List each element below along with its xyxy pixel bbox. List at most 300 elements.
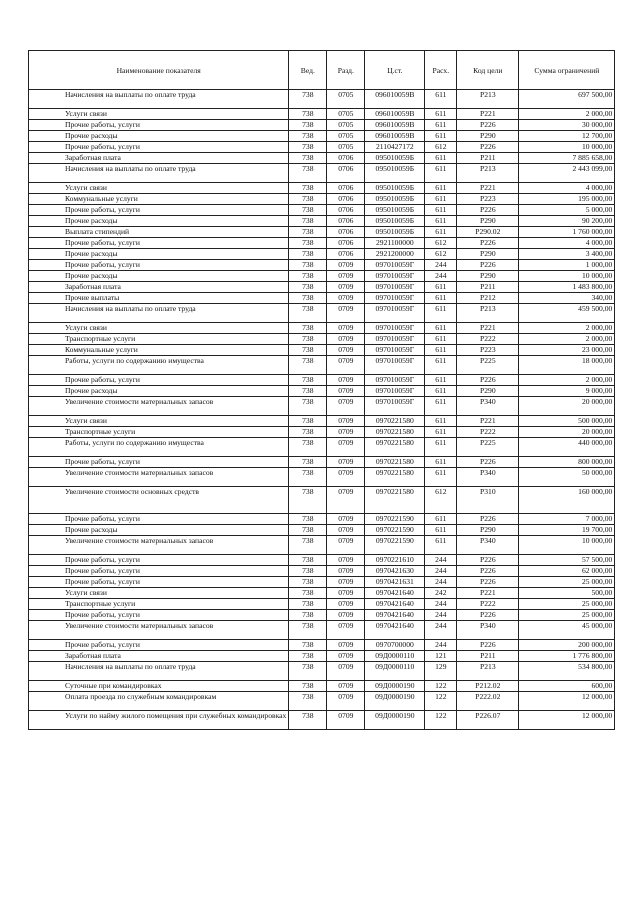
department-cell: 738 (289, 640, 327, 651)
indicator-name-text: Прочие расходы (65, 131, 118, 140)
target-article-cell: 095010059Б (365, 205, 425, 216)
section-cell: 0706 (327, 216, 365, 227)
department-cell: 738 (289, 334, 327, 345)
indicator-name-text: Прочие выплаты (65, 293, 120, 302)
department-cell: 738 (289, 536, 327, 555)
purpose-code-cell: Р226 (457, 205, 519, 216)
target-article-cell: 0970421640 (365, 610, 425, 621)
department-cell: 738 (289, 205, 327, 216)
limit-sum-cell: 12 000,00 (519, 711, 615, 730)
department-cell: 738 (289, 304, 327, 323)
purpose-code-cell: Р212.02 (457, 681, 519, 692)
target-article-cell: 0970700000 (365, 640, 425, 651)
target-article-cell: 0970421640 (365, 599, 425, 610)
limit-sum-cell: 1 760 000,00 (519, 227, 615, 238)
department-cell: 738 (289, 375, 327, 386)
indicator-name-text: Увеличение стоимости основных средств (65, 487, 200, 496)
target-article-cell: 097010059Г (365, 356, 425, 375)
indicator-name-cell (29, 468, 289, 487)
indicator-name-cell (29, 153, 289, 164)
indicator-name-text: Прочие работы, услуги (65, 375, 140, 384)
department-cell: 738 (289, 681, 327, 692)
section-cell: 0709 (327, 599, 365, 610)
table-row (29, 142, 615, 153)
target-article-cell: 0970221590 (365, 536, 425, 555)
expense-type-cell: 611 (425, 120, 457, 131)
section-cell: 0709 (327, 293, 365, 304)
indicator-name-cell (29, 651, 289, 662)
expense-type-cell: 611 (425, 457, 457, 468)
limit-sum-cell: 1 776 800,00 (519, 651, 615, 662)
limit-sum-cell: 20 000,00 (519, 427, 615, 438)
section-cell: 0706 (327, 164, 365, 183)
section-cell: 0709 (327, 662, 365, 681)
table-row (29, 599, 615, 610)
expense-type-cell: 611 (425, 90, 457, 109)
department-cell: 738 (289, 692, 327, 711)
section-cell: 0709 (327, 536, 365, 555)
indicator-name-cell (29, 536, 289, 555)
purpose-code-cell: Р226 (457, 640, 519, 651)
purpose-code-cell: Р213 (457, 164, 519, 183)
table-row (29, 662, 615, 681)
expense-type-cell: 244 (425, 599, 457, 610)
table-row (29, 304, 615, 323)
indicator-name-cell (29, 142, 289, 153)
target-article-cell: 097010059Г (365, 323, 425, 334)
indicator-name-cell (29, 282, 289, 293)
section-cell: 0705 (327, 90, 365, 109)
indicator-name-text: Прочие работы, услуги (65, 120, 140, 129)
section-cell: 0706 (327, 238, 365, 249)
limit-sum-cell: 18 000,00 (519, 356, 615, 375)
target-article-cell: 2921100000 (365, 238, 425, 249)
target-article-cell: 097010059Г (365, 304, 425, 323)
indicator-name-cell (29, 323, 289, 334)
target-article-cell: 096010059В (365, 120, 425, 131)
section-cell: 0706 (327, 205, 365, 216)
budget-limits-table (28, 50, 615, 730)
limit-sum-cell: 600,00 (519, 681, 615, 692)
indicator-name-cell (29, 249, 289, 260)
indicator-name-text: Прочие расходы (65, 216, 118, 225)
section-cell: 0705 (327, 142, 365, 153)
table-row (29, 109, 615, 120)
section-cell: 0709 (327, 323, 365, 334)
department-cell: 738 (289, 386, 327, 397)
indicator-name-cell (29, 457, 289, 468)
purpose-code-cell: Р213 (457, 662, 519, 681)
table-row (29, 427, 615, 438)
department-cell: 738 (289, 345, 327, 356)
section-cell: 0709 (327, 260, 365, 271)
indicator-name-cell (29, 640, 289, 651)
department-cell: 738 (289, 610, 327, 621)
department-cell: 738 (289, 487, 327, 514)
purpose-code-cell: Р221 (457, 323, 519, 334)
expense-type-cell: 611 (425, 323, 457, 334)
section-cell: 0709 (327, 588, 365, 599)
purpose-code-cell: Р290 (457, 249, 519, 260)
indicator-name-text: Заработная плата (65, 153, 121, 162)
indicator-name-cell (29, 386, 289, 397)
department-cell: 738 (289, 90, 327, 109)
purpose-code-cell: Р211 (457, 153, 519, 164)
limit-sum-cell: 500 000,00 (519, 416, 615, 427)
expense-type-cell: 611 (425, 334, 457, 345)
department-cell: 738 (289, 153, 327, 164)
indicator-name-cell (29, 662, 289, 681)
department-cell: 738 (289, 260, 327, 271)
target-article-cell: 095010059Б (365, 183, 425, 194)
target-article-cell: 097010059Г (365, 293, 425, 304)
indicator-name-text: Услуги связи (65, 183, 107, 192)
purpose-code-cell: Р211 (457, 282, 519, 293)
section-cell: 0709 (327, 416, 365, 427)
department-cell: 738 (289, 164, 327, 183)
purpose-code-cell: Р226 (457, 142, 519, 153)
indicator-name-cell (29, 345, 289, 356)
indicator-name-text: Заработная плата (65, 282, 121, 291)
section-cell: 0709 (327, 640, 365, 651)
limit-sum-cell: 25 000,00 (519, 599, 615, 610)
purpose-code-cell: Р340 (457, 468, 519, 487)
expense-type-cell: 611 (425, 216, 457, 227)
indicator-name-text: Прочие работы, услуги (65, 457, 140, 466)
section-cell: 0706 (327, 194, 365, 205)
department-cell: 738 (289, 183, 327, 194)
target-article-cell: 0970221580 (365, 438, 425, 457)
indicator-name-cell (29, 90, 289, 109)
expense-type-cell: 611 (425, 525, 457, 536)
target-article-cell: 096010059В (365, 109, 425, 120)
target-article-cell: 095010059Б (365, 216, 425, 227)
target-article-cell: 095010059Б (365, 153, 425, 164)
target-article-cell: 09Д0000110 (365, 651, 425, 662)
purpose-code-cell: Р226 (457, 120, 519, 131)
indicator-name-text: Увеличение стоимости материальных запасов (65, 397, 214, 406)
table-row (29, 588, 615, 599)
indicator-name-cell (29, 610, 289, 621)
indicator-name-text: Услуги связи (65, 588, 107, 597)
limit-sum-cell: 2 000,00 (519, 375, 615, 386)
indicator-name-cell (29, 260, 289, 271)
purpose-code-cell: Р290 (457, 525, 519, 536)
section-cell: 0709 (327, 651, 365, 662)
limit-sum-cell: 4 000,00 (519, 238, 615, 249)
target-article-cell: 0970221580 (365, 416, 425, 427)
limit-sum-cell: 500,00 (519, 588, 615, 599)
indicator-name-text: Увеличение стоимости материальных запасов (65, 536, 214, 545)
target-article-cell: 097010059Г (365, 397, 425, 416)
indicator-name-cell (29, 681, 289, 692)
table-row (29, 468, 615, 487)
table-row (29, 640, 615, 651)
expense-type-cell: 242 (425, 588, 457, 599)
expense-type-cell: 611 (425, 386, 457, 397)
table-row (29, 375, 615, 386)
purpose-code-cell: Р222 (457, 427, 519, 438)
target-article-cell: 2110427172 (365, 142, 425, 153)
target-article-cell: 097010059Г (365, 334, 425, 345)
section-cell: 0709 (327, 681, 365, 692)
purpose-code-cell: Р222.02 (457, 692, 519, 711)
purpose-code-cell: Р226 (457, 514, 519, 525)
indicator-name-text: Коммунальные услуги (65, 345, 138, 354)
section-cell: 0705 (327, 120, 365, 131)
target-article-cell: 0970421640 (365, 588, 425, 599)
target-article-cell: 09Д0000190 (365, 711, 425, 730)
table-row (29, 194, 615, 205)
section-cell: 0709 (327, 345, 365, 356)
section-cell: 0709 (327, 711, 365, 730)
indicator-name-cell (29, 131, 289, 142)
section-cell: 0709 (327, 271, 365, 282)
purpose-code-cell: Р226 (457, 566, 519, 577)
expense-type-cell: 611 (425, 282, 457, 293)
department-cell: 738 (289, 356, 327, 375)
limit-sum-cell: 10 000,00 (519, 142, 615, 153)
purpose-code-cell: Р340 (457, 621, 519, 640)
indicator-name-cell (29, 692, 289, 711)
expense-type-cell: 611 (425, 536, 457, 555)
expense-type-cell: 244 (425, 555, 457, 566)
purpose-code-cell: Р226 (457, 375, 519, 386)
indicator-name-text: Услуги связи (65, 109, 107, 118)
indicator-name-text: Прочие работы, услуги (65, 514, 140, 523)
department-cell: 738 (289, 577, 327, 588)
target-article-cell: 0970421630 (365, 566, 425, 577)
indicator-name-cell (29, 334, 289, 345)
section-cell: 0709 (327, 577, 365, 588)
section-cell: 0709 (327, 525, 365, 536)
indicator-name-text: Прочие работы, услуги (65, 610, 140, 619)
table-row (29, 711, 615, 730)
indicator-name-cell (29, 525, 289, 536)
table-row (29, 249, 615, 260)
indicator-name-cell (29, 487, 289, 514)
target-article-cell: 0970221610 (365, 555, 425, 566)
table-row (29, 282, 615, 293)
purpose-code-cell: Р225 (457, 356, 519, 375)
limit-sum-cell: 2 443 099,00 (519, 164, 615, 183)
limit-sum-cell: 800 000,00 (519, 457, 615, 468)
section-cell: 0709 (327, 334, 365, 345)
indicator-name-text: Прочие работы, услуги (65, 205, 140, 214)
department-cell: 738 (289, 293, 327, 304)
purpose-code-cell: Р226 (457, 238, 519, 249)
purpose-code-cell: Р310 (457, 487, 519, 514)
table-row (29, 271, 615, 282)
header-purpose-code: Код цели (457, 51, 519, 90)
indicator-name-text: Прочие работы, услуги (65, 566, 140, 575)
indicator-name-text: Прочие работы, услуги (65, 238, 140, 247)
table-row (29, 566, 615, 577)
indicator-name-cell (29, 271, 289, 282)
limit-sum-cell: 459 500,00 (519, 304, 615, 323)
limit-sum-cell: 7 000,00 (519, 514, 615, 525)
table-row (29, 131, 615, 142)
expense-type-cell: 244 (425, 260, 457, 271)
indicator-name-cell (29, 438, 289, 457)
indicator-name-text: Начисления на выплаты по оплате труда (65, 164, 196, 173)
limit-sum-cell: 534 800,00 (519, 662, 615, 681)
header-expense-type: Расх. (425, 51, 457, 90)
department-cell: 738 (289, 555, 327, 566)
table-row (29, 334, 615, 345)
indicator-name-text: Прочие расходы (65, 271, 118, 280)
table-row (29, 183, 615, 194)
department-cell: 738 (289, 238, 327, 249)
department-cell: 738 (289, 662, 327, 681)
limit-sum-cell: 1 483 800,00 (519, 282, 615, 293)
expense-type-cell: 611 (425, 416, 457, 427)
limit-sum-cell: 2 000,00 (519, 109, 615, 120)
indicator-name-text: Транспортные услуги (65, 334, 136, 343)
department-cell: 738 (289, 120, 327, 131)
limit-sum-cell: 7 885 658,00 (519, 153, 615, 164)
indicator-name-cell (29, 356, 289, 375)
section-cell: 0709 (327, 356, 365, 375)
indicator-name-cell (29, 416, 289, 427)
target-article-cell: 097010059Г (365, 260, 425, 271)
department-cell: 738 (289, 323, 327, 334)
department-cell: 738 (289, 711, 327, 730)
department-cell: 738 (289, 216, 327, 227)
indicator-name-cell (29, 427, 289, 438)
department-cell: 738 (289, 651, 327, 662)
expense-type-cell: 611 (425, 194, 457, 205)
expense-type-cell: 611 (425, 356, 457, 375)
purpose-code-cell: Р225 (457, 438, 519, 457)
header-target-article: Ц.ст. (365, 51, 425, 90)
department-cell: 738 (289, 599, 327, 610)
table-row (29, 153, 615, 164)
limit-sum-cell: 25 000,00 (519, 610, 615, 621)
table-body (29, 90, 615, 730)
purpose-code-cell: Р340 (457, 536, 519, 555)
target-article-cell: 09Д0000190 (365, 681, 425, 692)
target-article-cell: 2921200000 (365, 249, 425, 260)
section-cell: 0709 (327, 610, 365, 621)
target-article-cell: 0970221580 (365, 427, 425, 438)
expense-type-cell: 612 (425, 487, 457, 514)
purpose-code-cell: Р221 (457, 416, 519, 427)
purpose-code-cell: Р211 (457, 651, 519, 662)
purpose-code-cell: Р223 (457, 345, 519, 356)
table-row (29, 120, 615, 131)
limit-sum-cell: 57 500,00 (519, 555, 615, 566)
indicator-name-cell (29, 375, 289, 386)
expense-type-cell: 612 (425, 238, 457, 249)
purpose-code-cell: Р226.07 (457, 711, 519, 730)
purpose-code-cell: Р226 (457, 577, 519, 588)
expense-type-cell: 121 (425, 651, 457, 662)
department-cell: 738 (289, 271, 327, 282)
table-row (29, 164, 615, 183)
purpose-code-cell: Р340 (457, 397, 519, 416)
table-row (29, 293, 615, 304)
indicator-name-text: Прочие работы, услуги (65, 577, 140, 586)
limit-sum-cell: 1 000,00 (519, 260, 615, 271)
section-cell: 0705 (327, 131, 365, 142)
purpose-code-cell: Р213 (457, 90, 519, 109)
header-limit-sum: Сумма ограничений (519, 51, 615, 90)
table-row (29, 514, 615, 525)
target-article-cell: 097010059Г (365, 345, 425, 356)
limit-sum-cell: 50 000,00 (519, 468, 615, 487)
table-row (29, 487, 615, 514)
limit-sum-cell: 62 000,00 (519, 566, 615, 577)
target-article-cell: 097010059Г (365, 375, 425, 386)
purpose-code-cell: Р221 (457, 183, 519, 194)
indicator-name-cell (29, 227, 289, 238)
section-cell: 0709 (327, 427, 365, 438)
expense-type-cell: 611 (425, 514, 457, 525)
section-cell: 0709 (327, 621, 365, 640)
purpose-code-cell: Р290 (457, 271, 519, 282)
indicator-name-cell (29, 577, 289, 588)
indicator-name-cell (29, 183, 289, 194)
table-row (29, 525, 615, 536)
header-section: Разд. (327, 51, 365, 90)
expense-type-cell: 611 (425, 293, 457, 304)
expense-type-cell: 611 (425, 427, 457, 438)
indicator-name-text: Начисления на выплаты по оплате труда (65, 90, 196, 99)
expense-type-cell: 244 (425, 271, 457, 282)
table-row (29, 260, 615, 271)
indicator-name-text: Прочие расходы (65, 386, 118, 395)
table-row (29, 90, 615, 109)
table-row (29, 397, 615, 416)
section-cell: 0709 (327, 438, 365, 457)
indicator-name-text: Прочие работы, услуги (65, 260, 140, 269)
expense-type-cell: 611 (425, 183, 457, 194)
indicator-name-text: Прочие работы, услуги (65, 142, 140, 151)
expense-type-cell: 611 (425, 109, 457, 120)
department-cell: 738 (289, 514, 327, 525)
expense-type-cell: 612 (425, 142, 457, 153)
target-article-cell: 09Д0000110 (365, 662, 425, 681)
target-article-cell: 0970221590 (365, 514, 425, 525)
purpose-code-cell: Р221 (457, 588, 519, 599)
purpose-code-cell: Р222 (457, 334, 519, 345)
expense-type-cell: 611 (425, 397, 457, 416)
indicator-name-cell (29, 599, 289, 610)
purpose-code-cell: Р222 (457, 599, 519, 610)
indicator-name-cell (29, 194, 289, 205)
expense-type-cell: 612 (425, 249, 457, 260)
target-article-cell: 0970221580 (365, 457, 425, 468)
section-cell: 0709 (327, 397, 365, 416)
department-cell: 738 (289, 588, 327, 599)
limit-sum-cell: 440 000,00 (519, 438, 615, 457)
table-row (29, 692, 615, 711)
limit-sum-cell: 12 000,00 (519, 692, 615, 711)
limit-sum-cell: 20 000,00 (519, 397, 615, 416)
indicator-name-text: Транспортные услуги (65, 599, 136, 608)
target-article-cell: 096010059В (365, 131, 425, 142)
department-cell: 738 (289, 416, 327, 427)
department-cell: 738 (289, 142, 327, 153)
purpose-code-cell: Р212 (457, 293, 519, 304)
limit-sum-cell: 195 000,00 (519, 194, 615, 205)
target-article-cell: 0970421631 (365, 577, 425, 588)
expense-type-cell: 611 (425, 164, 457, 183)
limit-sum-cell: 160 000,00 (519, 487, 615, 514)
target-article-cell: 095010059Б (365, 227, 425, 238)
expense-type-cell: 244 (425, 621, 457, 640)
